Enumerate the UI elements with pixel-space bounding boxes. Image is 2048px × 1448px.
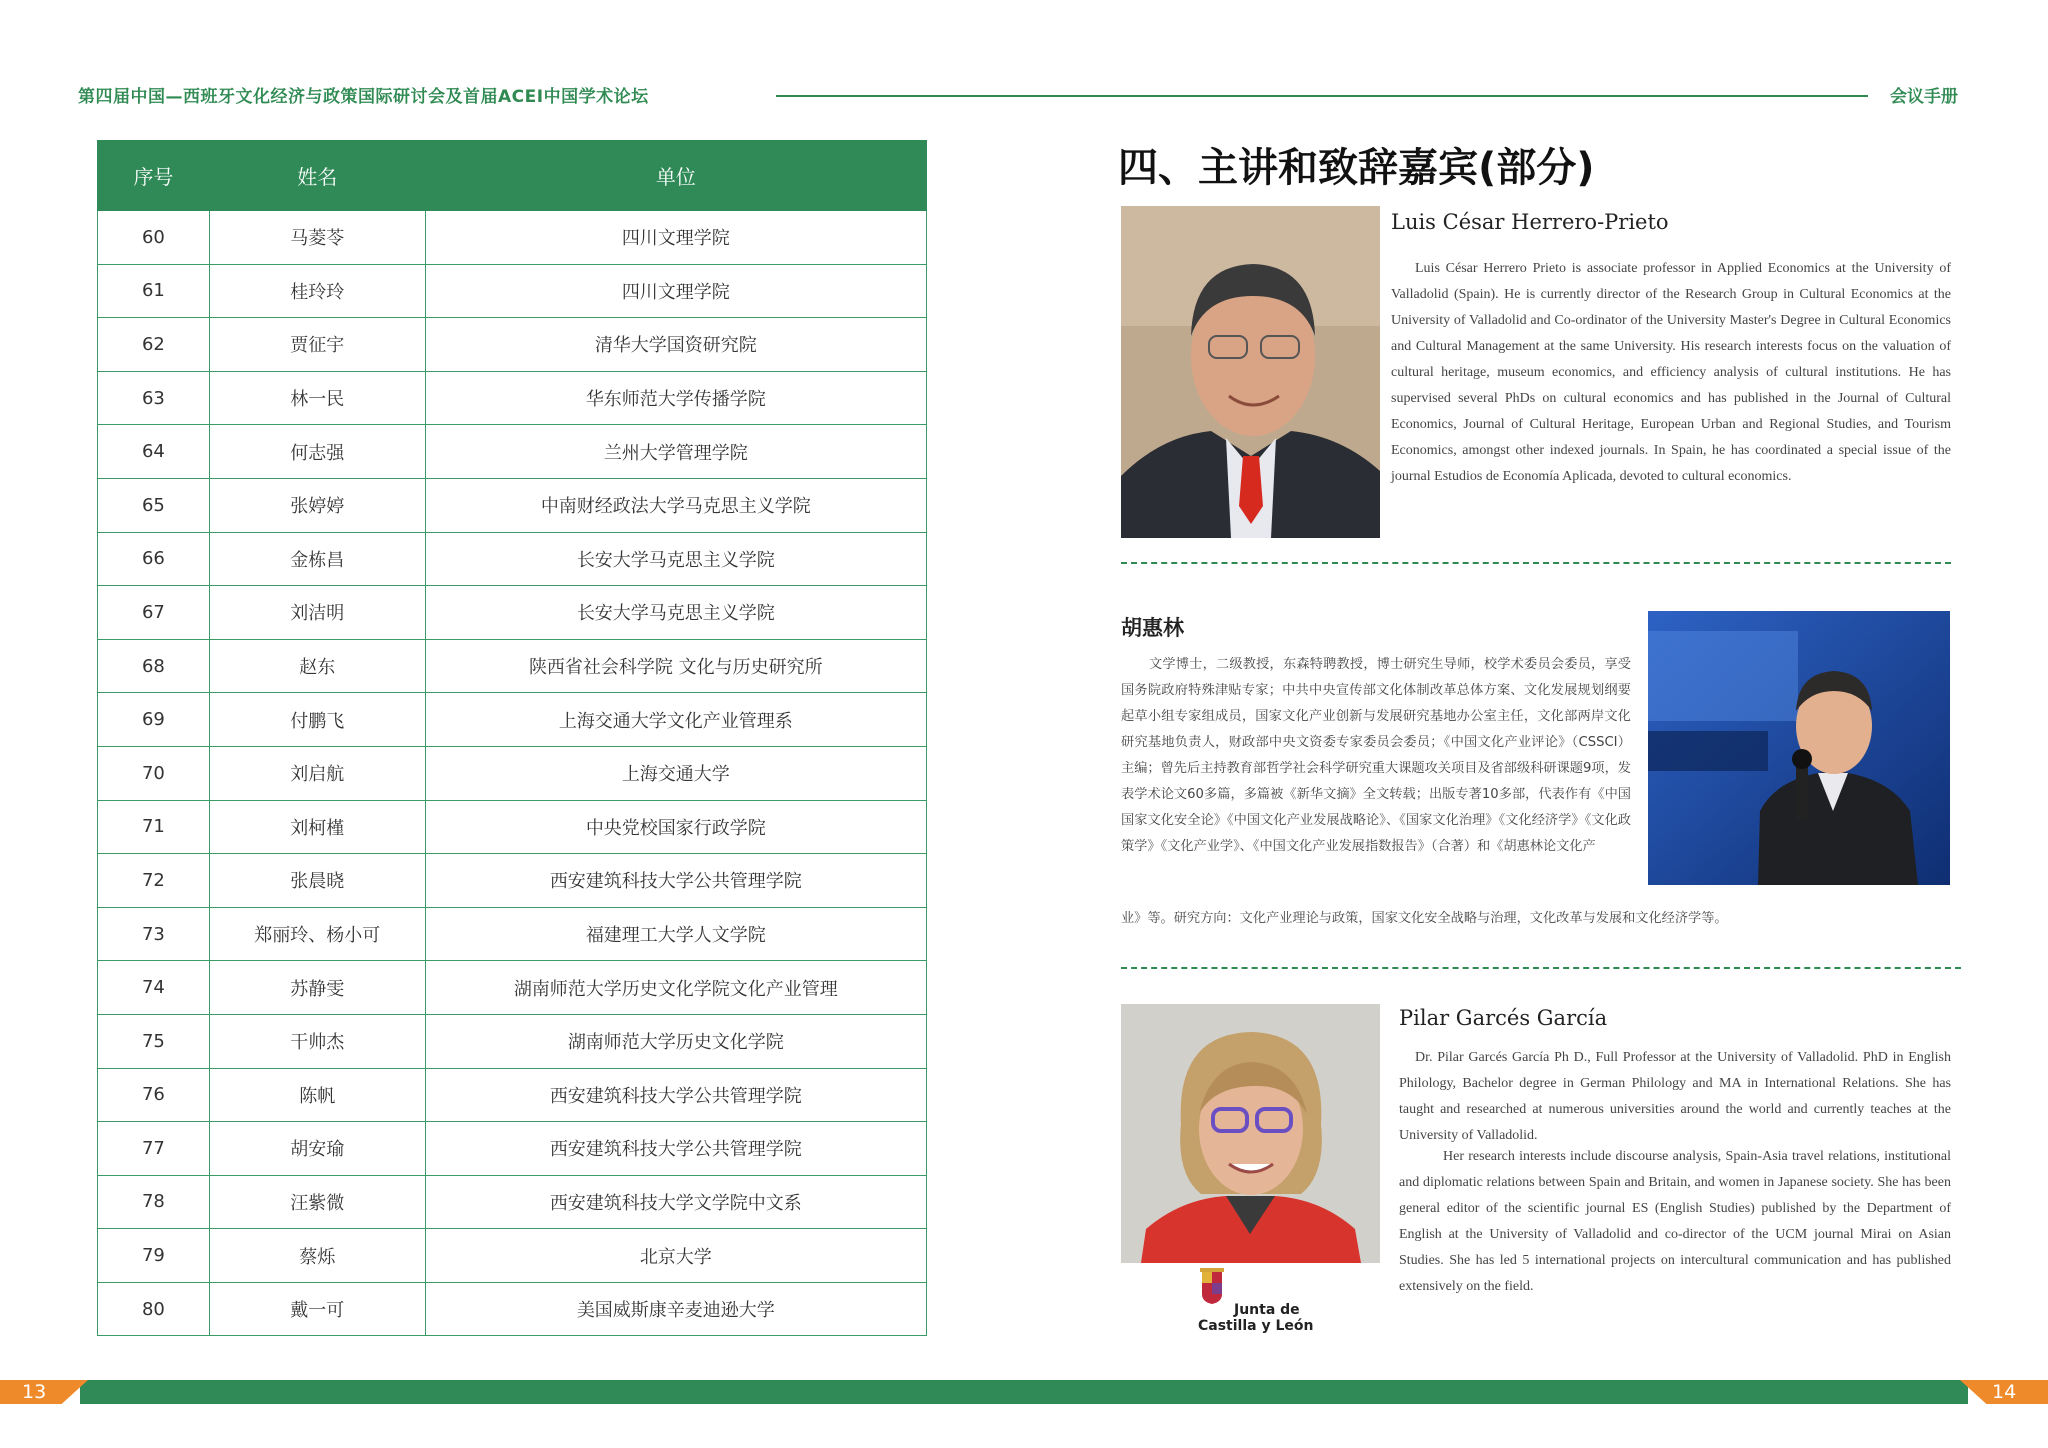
running-header-right: 会议手册	[1890, 87, 1958, 107]
cell-number: 62	[98, 318, 210, 372]
cell-number: 80	[98, 1282, 210, 1336]
cell-institution: 湖南师范大学历史文化学院	[425, 1014, 926, 1068]
speaker-photo-herrero	[1121, 206, 1380, 538]
table-row	[98, 854, 927, 908]
cell-number: 63	[98, 371, 210, 425]
table-row	[98, 800, 927, 854]
cell-name: 张晨晓	[209, 854, 425, 908]
cell-number: 67	[98, 586, 210, 640]
speaker-name-garces: Pilar Garcés García	[1399, 1006, 1608, 1030]
speaker-bio-garces-2: Her research interests include discourse analysis, Spain-Asia travel relations, institutional and diplomatic relations between Spain and Britain, and women in Japanese society. She has been general editor of the scientific journal ES (English Studies) published by the Department of English at the University of Valladolid and co-director of the UCM journal Mirai on Asian Studies. She has led 5 international projects on intercultural communication and has published extensively on the field.	[1399, 1149, 1951, 1294]
cell-institution: 陕西省社会科学院 文化与历史研究所	[425, 639, 926, 693]
table-row	[98, 425, 927, 479]
table-header-row	[98, 141, 927, 211]
section-divider	[1121, 562, 1951, 564]
col-header-institution: 单位	[425, 141, 926, 211]
footer-band	[80, 1380, 1968, 1404]
cell-name: 金栋昌	[209, 532, 425, 586]
cell-number: 69	[98, 693, 210, 747]
cell-institution: 西安建筑科技大学公共管理学院	[425, 1122, 926, 1176]
cell-name: 陈帆	[209, 1068, 425, 1122]
cell-name: 刘洁明	[209, 586, 425, 640]
cell-number: 72	[98, 854, 210, 908]
cell-name: 桂玲玲	[209, 264, 425, 318]
cell-name: 张婷婷	[209, 478, 425, 532]
speaker-name-herrero: Luis César Herrero-Prieto	[1391, 210, 1669, 234]
cell-name: 蔡烁	[209, 1229, 425, 1283]
table-row	[98, 586, 927, 640]
page-number-left: 13	[22, 1381, 47, 1403]
cell-number: 76	[98, 1068, 210, 1122]
speaker-bio-hu-tail: 业》等。研究方向：文化产业理论与政策，国家文化安全战略与治理，文化改革与发展和文化经济学等。	[1121, 911, 1728, 926]
cell-institution: 清华大学国资研究院	[425, 318, 926, 372]
speaker-photo-hu	[1648, 611, 1950, 885]
col-header-number: 序号	[98, 141, 210, 211]
cell-institution: 美国威斯康辛麦迪逊大学	[425, 1282, 926, 1336]
cell-name: 汪紫微	[209, 1175, 425, 1229]
table-row	[98, 264, 927, 318]
page-number-right: 14	[1992, 1381, 2017, 1403]
running-header-title: 第四届中国—西班牙文化经济与政策国际研讨会及首届ACEI中国学术论坛	[78, 87, 649, 107]
table-row	[98, 639, 927, 693]
cell-institution: 福建理工大学人文学院	[425, 907, 926, 961]
logo-text	[1198, 1302, 1313, 1334]
cell-institution: 上海交通大学文化产业管理系	[425, 693, 926, 747]
speaker-bio-herrero: Luis César Herrero Prieto is associate professor in Applied Economics at the University of Valladolid (Spain). He is currently director of the Research Group in Cultural Economics at the University of Valladolid and Co-ordinator of the University Master's Degree in Cultural Economics and Cultural Management at the same University. His research interests focus on the valuation of cultural heritage, museum economics, and efficiency analysis of cultural institutions. He has supervised several PhDs on cultural economics and has published in the Journal of Cultural Economics, Journal of Cultural Heritage, European Urban and Regional Studies, and Tourism Economics, amongst other indexed journals. In Spain, he has coordinated a special issue of the journal Estudios de Economía Aplicada, devoted to cultural economics.	[1391, 261, 1951, 484]
cell-number: 78	[98, 1175, 210, 1229]
cell-institution: 四川文理学院	[425, 211, 926, 265]
speaker-name-hu: 胡惠林	[1121, 616, 1184, 640]
header-rule	[776, 95, 1868, 97]
cell-name: 郑丽玲、杨小可	[209, 907, 425, 961]
cell-number: 60	[98, 211, 210, 265]
cell-institution: 西安建筑科技大学公共管理学院	[425, 1068, 926, 1122]
cell-name: 刘柯槿	[209, 800, 425, 854]
cell-name: 马菱苓	[209, 211, 425, 265]
table-row	[98, 1282, 927, 1336]
cell-institution: 兰州大学管理学院	[425, 425, 926, 479]
table-body	[98, 211, 927, 1336]
cell-institution: 西安建筑科技大学公共管理学院	[425, 854, 926, 908]
cell-name: 贾征宇	[209, 318, 425, 372]
section-divider	[1121, 967, 1961, 969]
cell-institution: 长安大学马克思主义学院	[425, 586, 926, 640]
cell-name: 付鹏飞	[209, 693, 425, 747]
table-row	[98, 371, 927, 425]
cell-name: 苏静雯	[209, 961, 425, 1015]
cell-name: 胡安瑜	[209, 1122, 425, 1176]
col-header-name: 姓名	[209, 141, 425, 211]
speaker-photo-garces	[1121, 1004, 1380, 1263]
table-row	[98, 318, 927, 372]
cell-number: 65	[98, 478, 210, 532]
cell-name: 干帅杰	[209, 1014, 425, 1068]
table-row	[98, 746, 927, 800]
cell-name: 刘启航	[209, 746, 425, 800]
cell-name: 何志强	[209, 425, 425, 479]
table-row	[98, 532, 927, 586]
table-row	[98, 478, 927, 532]
cell-institution: 四川文理学院	[425, 264, 926, 318]
table-row	[98, 693, 927, 747]
cell-number: 77	[98, 1122, 210, 1176]
table-row	[98, 1014, 927, 1068]
cell-institution: 华东师范大学传播学院	[425, 371, 926, 425]
cell-number: 64	[98, 425, 210, 479]
table-row	[98, 1122, 927, 1176]
table-row	[98, 1229, 927, 1283]
cell-institution: 西安建筑科技大学文学院中文系	[425, 1175, 926, 1229]
speaker-bio-garces: Dr. Pilar Garcés García Ph D., Full Professor at the University of Valladolid. PhD in English Philology, Bachelor degree in German Philology and MA in International Relations. She has taught and researched at numerous universities around the world and currently teaches at the University of Valladolid.	[1399, 1050, 1951, 1143]
cell-institution: 北京大学	[425, 1229, 926, 1283]
cell-number: 74	[98, 961, 210, 1015]
cell-number: 79	[98, 1229, 210, 1283]
logo-line-2: Castilla y León	[1198, 1318, 1314, 1334]
cell-number: 73	[98, 907, 210, 961]
cell-number: 70	[98, 746, 210, 800]
cell-institution: 上海交通大学	[425, 746, 926, 800]
cell-name: 林一民	[209, 371, 425, 425]
table-row	[98, 1068, 927, 1122]
cell-institution: 中央党校国家行政学院	[425, 800, 926, 854]
cell-name: 赵东	[209, 639, 425, 693]
cell-number: 71	[98, 800, 210, 854]
speaker-bio-hu: 文学博士，二级教授，东森特聘教授，博士研究生导师，校学术委员会委员，享受国务院政府特殊津贴专家；中共中央宣传部文化体制改革总体方案、文化发展规划纲要起草小组专家组成员，国家文化产业创新与发展研究基地办公室主任，文化部两岸文化研究基地负责人，财政部中央文资委专家委员会委员；《中国文化产业评论》（CSSCI）主编；曾先后主持教育部哲学社会科学研究重大课题攻关项目及省部级科研课题9项，发表学术论文60多篇，多篇被《新华文摘》全文转载；出版专著10多部，代表作有《中国国家文化安全论》《中国文化产业发展战略论》、《国家文化治理》《文化经济学》《文化政策学》《文化产业学》、《中国文化产业发展指数报告》（合著）和《胡惠林论文化产	[1121, 657, 1631, 854]
table-row	[98, 211, 927, 265]
table-row	[98, 1175, 927, 1229]
cell-institution: 中南财经政法大学马克思主义学院	[425, 478, 926, 532]
cell-number: 61	[98, 264, 210, 318]
cell-number: 68	[98, 639, 210, 693]
cell-number: 75	[98, 1014, 210, 1068]
cell-institution: 长安大学马克思主义学院	[425, 532, 926, 586]
table-row	[98, 907, 927, 961]
cell-name: 戴一可	[209, 1282, 425, 1336]
table-row	[98, 961, 927, 1015]
section-title: 四、主讲和致辞嘉宾(部分)	[1118, 145, 1595, 191]
cell-number: 66	[98, 532, 210, 586]
logo-line-1: Junta de	[1234, 1302, 1300, 1318]
cell-institution: 湖南师范大学历史文化学院文化产业管理	[425, 961, 926, 1015]
participant-table	[97, 140, 927, 1336]
